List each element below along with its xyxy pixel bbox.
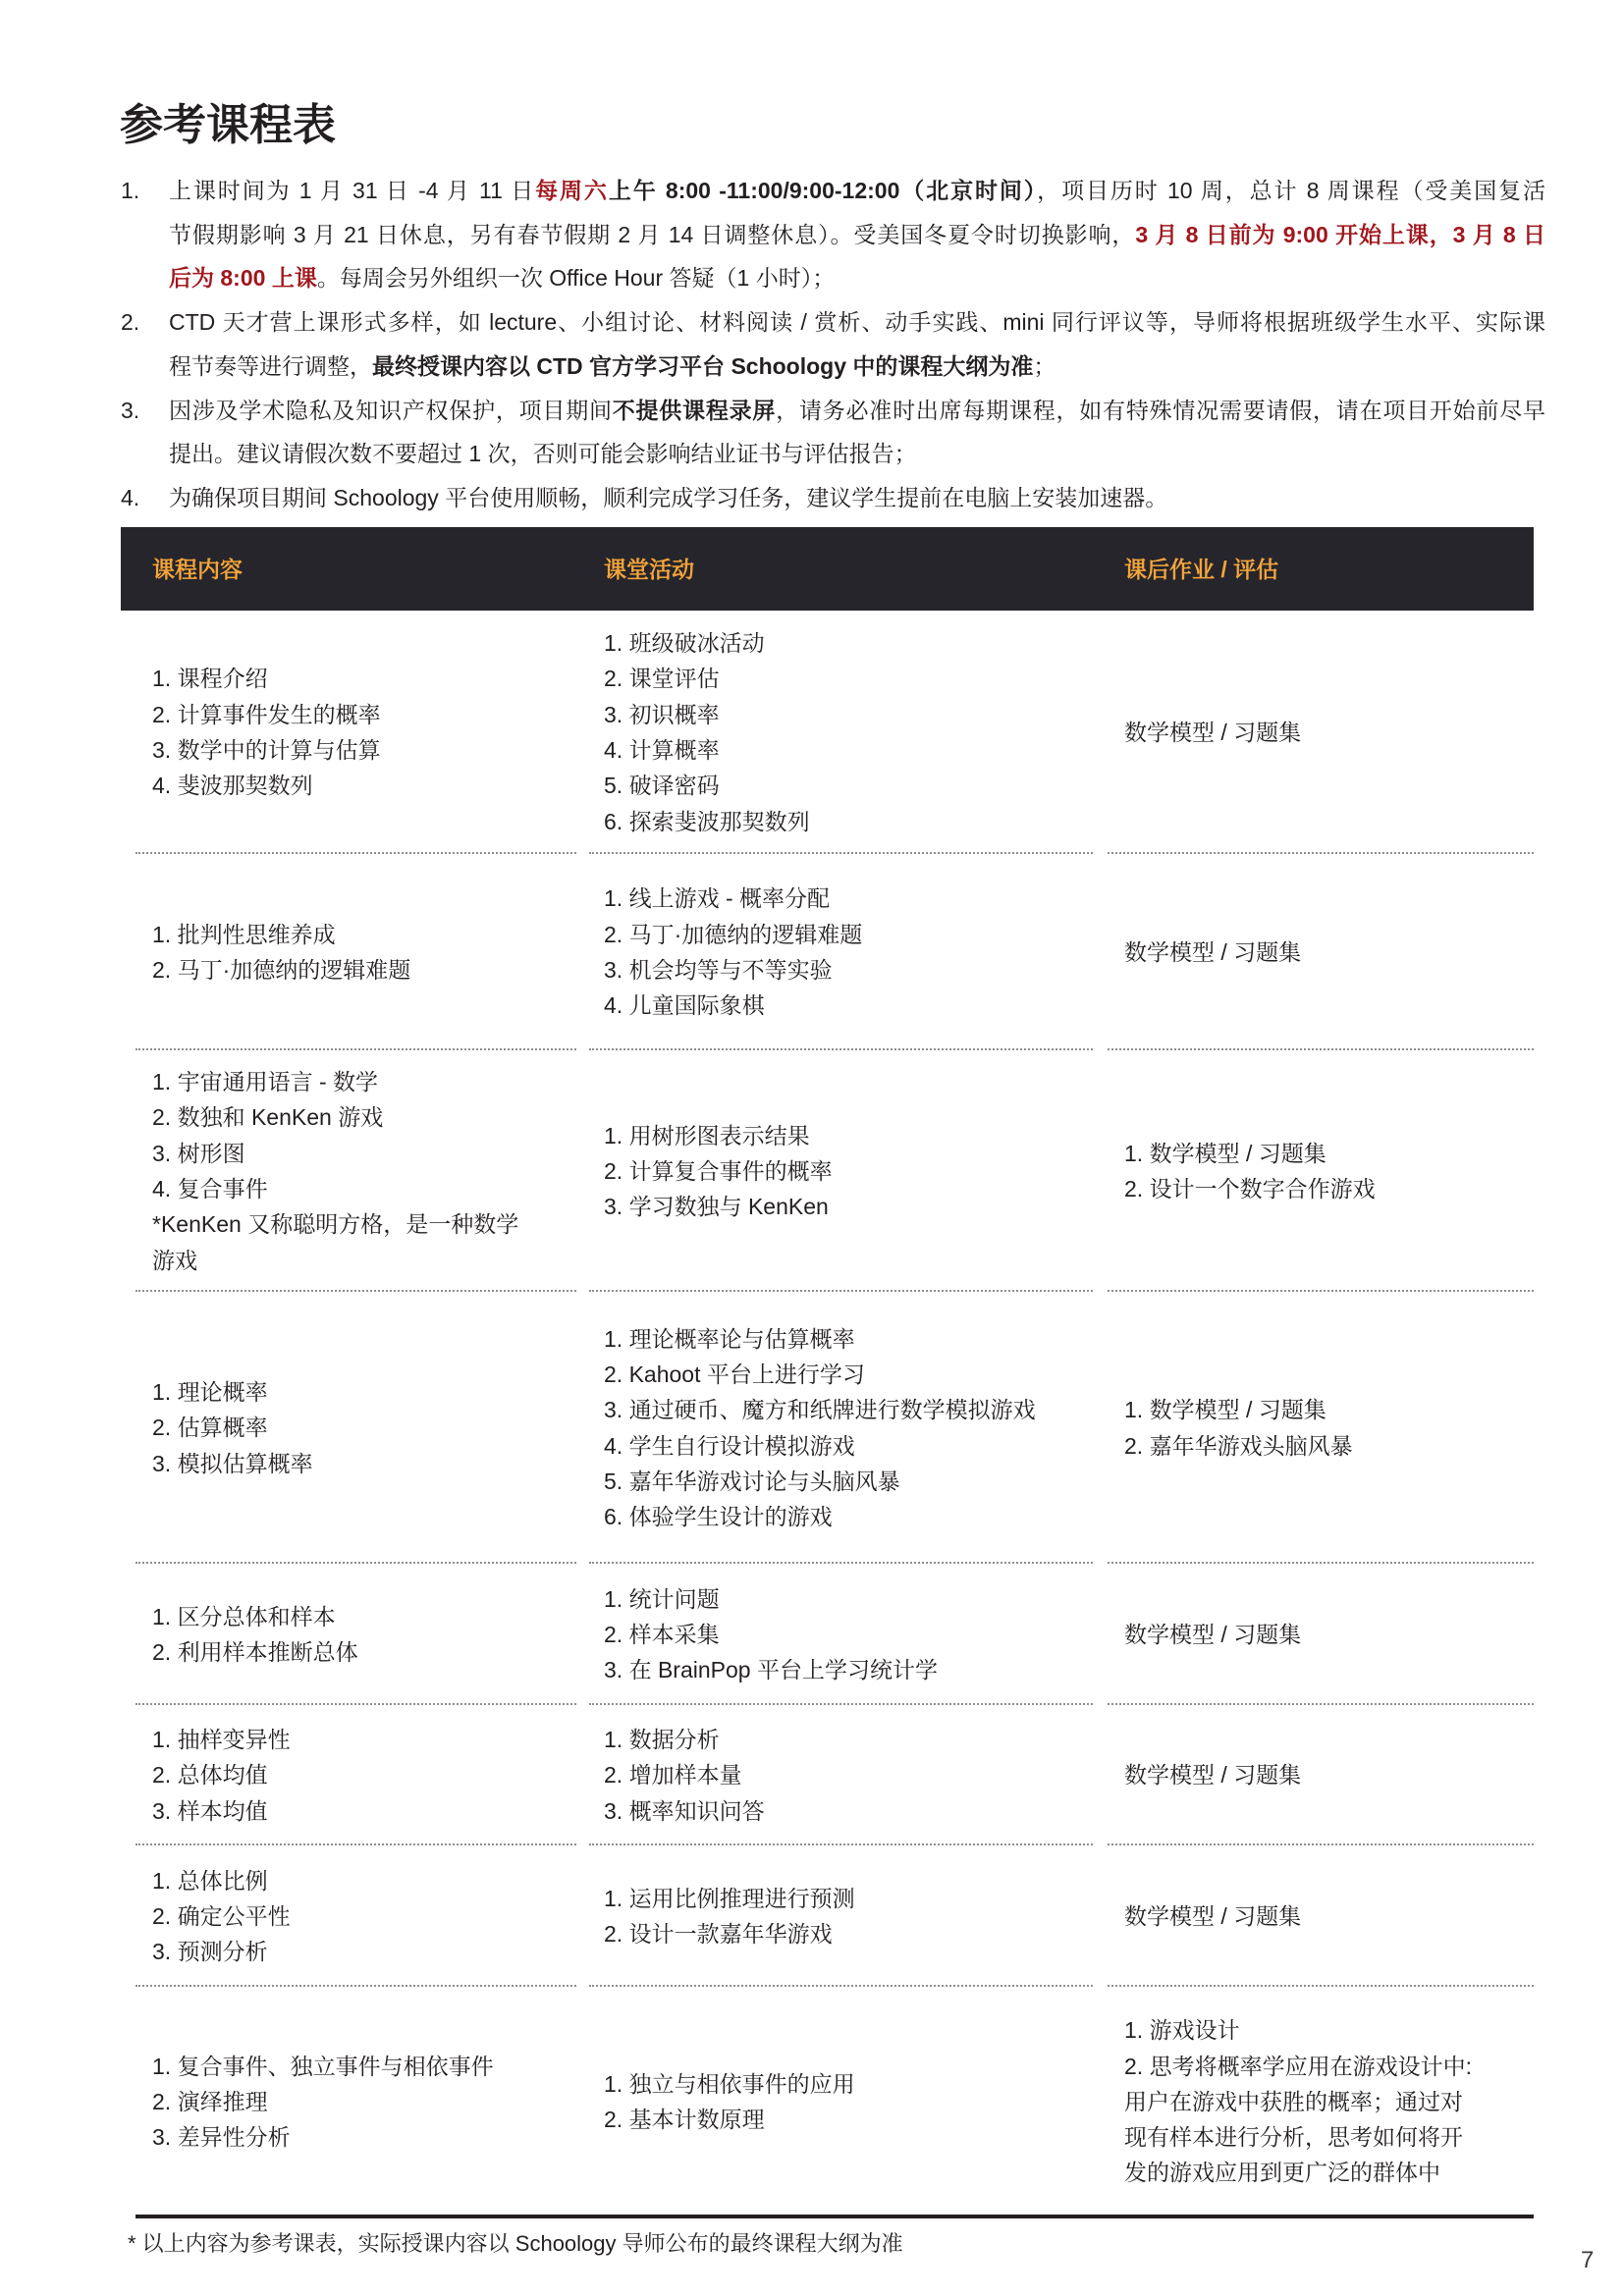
class-activity-item: 1. 用树形图表示结果 [604, 1122, 810, 1148]
note-text: 节假期影响 3 月 21 日休息，另有春节假期 2 月 14 日调整休息）。受美国冬夏令时切换影响， [169, 221, 1136, 247]
table-row [121, 1050, 1534, 1292]
course-content-item: 1. 宇宙通用语言 - 数学 [152, 1069, 379, 1095]
kenken-note-line: *KenKen 又称聪明方格，是一种数学 [152, 1211, 519, 1238]
note-line [169, 432, 1545, 476]
class-activity-item: 2. 马丁·加德纳的逻辑难题 [604, 921, 863, 947]
class-activity-item: 5. 嘉年华游戏讨论与头脑风暴 [604, 1468, 900, 1494]
class-activity-item: 2. 计算复合事件的概率 [604, 1157, 833, 1184]
cell-class-activities [582, 1292, 1100, 1564]
class-activity-item: 1. 理论概率论与估算概率 [604, 1325, 855, 1352]
table-row [121, 1987, 1534, 2216]
cell-class-activities [582, 854, 1100, 1050]
table-row [121, 854, 1534, 1050]
class-activity-item: 6. 体验学生设计的游戏 [604, 1504, 833, 1530]
table-row [121, 1564, 1534, 1705]
course-content-item: 1. 课程介绍 [152, 666, 268, 692]
kenken-note-line: 游戏 [152, 1247, 197, 1273]
note-line [169, 476, 1545, 520]
class-activity-item: 3. 初识概率 [604, 701, 720, 727]
class-activity-item: 3. 概率知识问答 [604, 1797, 765, 1824]
note-text: ； [1033, 352, 1056, 379]
header-class-activities: 课堂活动 [604, 556, 694, 582]
course-content-item: 2. 马丁·加德纳的逻辑难题 [152, 957, 411, 983]
note-item-2 [121, 300, 1545, 388]
course-content-item: 1. 复合事件、独立事件与相依事件 [152, 2053, 494, 2079]
assessment-item-continuation: 用户在游戏中获胜的概率；通过对 [1124, 2088, 1463, 2114]
course-content-item: 2. 确定公平性 [152, 1902, 291, 1929]
class-activity-item: 2. 课堂评估 [604, 666, 720, 692]
notes-list [121, 169, 1545, 520]
class-activity-item: 2. 增加样本量 [604, 1762, 742, 1789]
class-activity-item: 4. 计算概率 [604, 737, 720, 763]
cell-class-activities [582, 1987, 1100, 2216]
note-line [169, 256, 1545, 300]
class-activity-item: 3. 在 BrainPop 平台上学习统计学 [604, 1657, 938, 1683]
note-text: ，项目历时 10 周，总计 8 周课程（受美国复活 [1037, 178, 1546, 203]
course-content-item: 2. 估算概率 [152, 1415, 268, 1441]
footnote: * 以上内容为参考课表，实际授课内容以 Schoology 导师公布的最终课程大纲为准 [128, 2231, 903, 2256]
cell-class-activities [582, 1564, 1100, 1705]
cell-class-activities [582, 1050, 1100, 1292]
course-content-item: 3. 样本均值 [152, 1797, 268, 1824]
class-activity-item: 2. 样本采集 [604, 1621, 720, 1647]
course-content-item: 1. 理论概率 [152, 1379, 268, 1406]
table-row [121, 1705, 1534, 1845]
course-content-item: 2. 总体均值 [152, 1762, 268, 1789]
cell-class-activities [582, 611, 1100, 854]
course-content-item: 1. 区分总体和样本 [152, 1603, 336, 1629]
table-row [121, 1292, 1534, 1564]
class-activity-item: 2. Kahoot 平台上进行学习 [604, 1361, 865, 1387]
cell-course-content [121, 1564, 582, 1705]
class-activity-item: 3. 学习数独与 KenKen [604, 1194, 829, 1220]
cell-assessment [1100, 1987, 1534, 2216]
cell-course-content [121, 1050, 582, 1292]
assessment-item: 2. 设计一个数字合作游戏 [1124, 1176, 1376, 1201]
class-activity-item: 1. 独立与相依事件的应用 [604, 2070, 855, 2097]
course-content-item: 2. 计算事件发生的概率 [152, 701, 381, 727]
note-text: CTD 天才营上课形式多样，如 lecture、小组讨论、材料阅读 / 赏析、动手实践、mini 同行评议等，导师将根据班级学生水平、实际课 [169, 309, 1545, 336]
class-activity-item: 2. 设计一款嘉年华游戏 [604, 1921, 833, 1947]
course-content-item: 4. 复合事件 [152, 1176, 268, 1201]
header-course-content: 课程内容 [152, 556, 243, 582]
note-text: 程节奏等进行调整， [169, 352, 372, 379]
note-number: 1. [121, 178, 140, 203]
cell-class-activities [582, 1705, 1100, 1845]
cell-assessment [1100, 1292, 1534, 1564]
cell-course-content [121, 854, 582, 1050]
course-content-item: 3. 数学中的计算与估算 [152, 737, 381, 763]
class-activity-item: 1. 线上游戏 - 概率分配 [604, 885, 831, 912]
table-header [121, 527, 1534, 611]
page-title: 参考课程表 [120, 101, 336, 149]
note-text: 为确保项目期间 Schoology 平台使用顺畅，顺利完成学习任务，建议学生提前在电脑上安装加速器。 [169, 484, 1168, 510]
note-line [169, 345, 1545, 389]
cell-assessment [1100, 1845, 1534, 1987]
table-row [121, 1845, 1534, 1987]
cell-assessment [1100, 611, 1534, 854]
schedule-table [121, 527, 1534, 2216]
class-activity-item: 1. 统计问题 [604, 1585, 720, 1612]
note-number: 3. [121, 397, 140, 423]
course-content-item: 3. 差异性分析 [152, 2124, 291, 2151]
course-content-item: 1. 抽样变异性 [152, 1727, 291, 1753]
course-content-item: 3. 树形图 [152, 1140, 245, 1166]
cell-course-content [121, 1845, 582, 1987]
cell-course-content [121, 1987, 582, 2216]
note-text: 。每周会另外组织一次 Office Hour 答疑（1 小时）； [316, 265, 836, 292]
cell-course-content [121, 611, 582, 854]
class-activity-item: 4. 儿童国际象棋 [604, 992, 765, 1019]
cell-assessment [1100, 854, 1534, 1050]
note-line [169, 300, 1545, 345]
assessment-item: 数学模型 / 习题集 [1124, 719, 1302, 745]
assessment-item: 2. 嘉年华游戏头脑风暴 [1124, 1432, 1353, 1459]
note-emphasis-red: 后为 8:00 上课 [169, 265, 317, 292]
course-content-item: 1. 批判性思维养成 [152, 921, 336, 947]
cell-course-content [121, 1705, 582, 1845]
note-text: 提出。建议请假次数不要超过 1 次，否则可能会影响结业证书与评估报告； [169, 441, 917, 467]
cell-class-activities [582, 1845, 1100, 1987]
assessment-item: 数学模型 / 习题集 [1124, 1902, 1302, 1929]
assessment-item-continuation: 现有样本进行分析，思考如何将开 [1124, 2124, 1463, 2151]
class-activity-item: 2. 基本计数原理 [604, 2107, 765, 2132]
course-content-item: 4. 斐波那契数列 [152, 773, 313, 799]
course-content-item: 2. 演绎推理 [152, 2088, 268, 2114]
course-content-item: 3. 模拟估算概率 [152, 1450, 313, 1476]
table-row [121, 611, 1534, 854]
assessment-item: 1. 数学模型 / 习题集 [1124, 1140, 1326, 1166]
class-activity-item: 1. 运用比例推理进行预测 [604, 1885, 855, 1911]
note-emphasis-bold: 不提供课程录屏 [612, 397, 777, 423]
course-content-item: 1. 总体比例 [152, 1867, 268, 1894]
assessment-item-continuation: 发的游戏应用到更广泛的群体中 [1124, 2160, 1440, 2186]
assessment-item: 1. 游戏设计 [1124, 2017, 1240, 2044]
cell-course-content [121, 1292, 582, 1564]
class-activity-item: 3. 机会均等与不等实验 [604, 957, 833, 983]
course-content-item: 2. 数独和 KenKen 游戏 [152, 1104, 384, 1131]
class-activity-item: 4. 学生自行设计模拟游戏 [604, 1432, 855, 1459]
note-item-3 [121, 389, 1545, 476]
course-content-item: 3. 预测分析 [152, 1939, 268, 1965]
class-activity-item: 5. 破译密码 [604, 773, 720, 799]
cell-assessment [1100, 1050, 1534, 1292]
note-item-4 [121, 476, 1545, 520]
header-assessment: 课后作业 / 评估 [1124, 556, 1279, 582]
note-text: ，请务必准时出席每期课程，如有特殊情况需要请假，请在项目开始前尽早 [776, 397, 1546, 423]
course-content-item: 2. 利用样本推断总体 [152, 1639, 358, 1665]
assessment-item: 1. 数学模型 / 习题集 [1124, 1397, 1326, 1423]
note-text: 上课时间为 1 月 31 日 -4 月 11 日 [169, 178, 536, 203]
note-emphasis-bold: 最终授课内容以 CTD 官方学习平台 Schoology 中的课程大纲为准 [372, 352, 1034, 379]
note-number: 4. [121, 484, 140, 510]
assessment-item: 数学模型 / 习题集 [1124, 1621, 1302, 1647]
note-emphasis-red: 每周六 [535, 178, 609, 203]
class-activity-item: 1. 数据分析 [604, 1727, 720, 1753]
note-emphasis-bold: 上午 8:00 -11:00/9:00-12:00（北京时间） [608, 178, 1038, 203]
cell-assessment [1100, 1705, 1534, 1845]
note-number: 2. [121, 309, 140, 336]
assessment-item: 数学模型 / 习题集 [1124, 1762, 1302, 1789]
class-activity-item: 1. 班级破冰活动 [604, 630, 765, 657]
note-line [169, 389, 1545, 433]
note-line [169, 169, 1545, 213]
table-bottom-rule [135, 2215, 1534, 2218]
note-emphasis-red: 3 月 8 日前为 9:00 开始上课，3 月 8 日 [1135, 221, 1545, 247]
note-text: 因涉及学术隐私及知识产权保护，项目期间 [169, 397, 613, 423]
page-number: 7 [1581, 2247, 1595, 2273]
assessment-item: 2. 思考将概率学应用在游戏设计中: [1124, 2053, 1472, 2079]
class-activity-item: 3. 通过硬币、魔方和纸牌进行数学模拟游戏 [604, 1397, 1036, 1423]
assessment-item: 数学模型 / 习题集 [1124, 938, 1302, 965]
note-line [169, 213, 1545, 257]
class-activity-item: 6. 探索斐波那契数列 [604, 808, 810, 834]
cell-assessment [1100, 1564, 1534, 1705]
note-item-1 [121, 169, 1545, 300]
